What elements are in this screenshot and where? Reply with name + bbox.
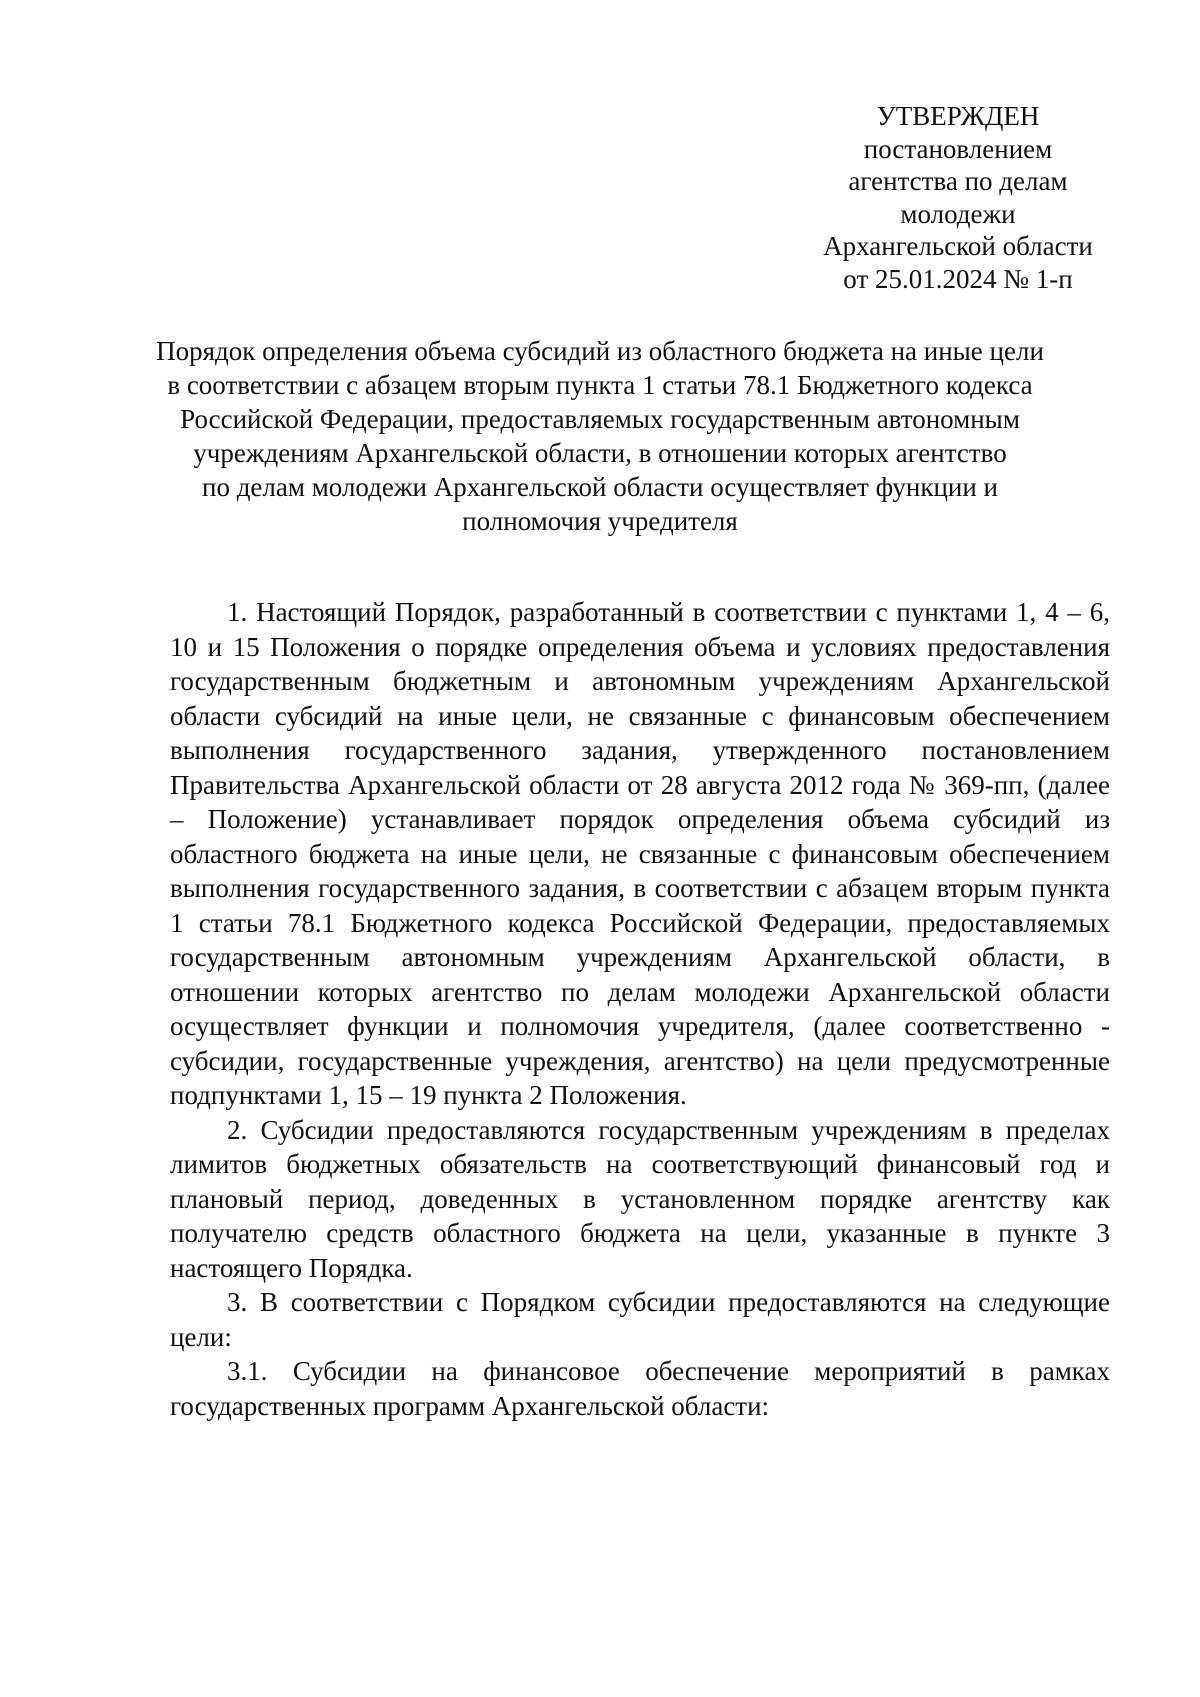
title-line: по делам молодежи Архангельской области осуществляет функции и <box>202 472 998 502</box>
paragraph-1: 1. Настоящий Порядок, разработанный в соответствии с пунктами 1, 4 – 6, 10 и 15 Положения о порядке определения объема и условиях предоставления государственным бюджетным и автономным учреждениям Архангельской области субсидий на иные цели, не связанные с финансовым обеспечением выполнения государственного задания, утвержденного постановлением Правительства Архангельской области от 28 августа 2012 года № 369-пп, (далее – Положение) устанавливает порядок определения объема субсидий из областного бюджета на иные цели, не связанные с финансовым обеспечением выполнения государственного задания, в соответствии с абзацем вторым пункта 1 статьи 78.1 Бюджетного кодекса Российской Федерации, предоставляемых государственным автономным учреждениям Архангельской области, в отношении которых агентство по делам молодежи Архангельской области осуществляет функции и полномочия учредителя, (далее соответственно - субсидии, государственные учреждения, агентство) на цели предусмотренные подпунктами 1, 15 – 19 пункта 2 Положения. <box>170 597 1110 1110</box>
paragraph-3-1: 3.1. Субсидии на финансовое обеспечение мероприятий в рамках государственных программ Архангельской области: <box>170 1356 1110 1421</box>
approval-date-number: от 25.01.2024 № 1-п <box>843 263 1073 294</box>
title-line: в соответствии с абзацем вторым пункта 1 статьи 78.1 Бюджетного кодекса <box>167 370 1033 400</box>
title-line: Российской Федерации, предоставляемых государственным автономным <box>180 404 1020 434</box>
approval-line: агентства по делам <box>848 166 1068 196</box>
title-line: учреждениям Архангельской области, в отношении которых агентство <box>193 438 1007 468</box>
approval-line: молодежи <box>900 198 1016 229</box>
paragraph-2: 2. Субсидии предоставляются государственным учреждениям в пределах лимитов бюджетных обязательств на соответствующий финансовый год и плановый период, доведенных в установленном порядке агентству как получателю средств областного бюджета на цели, указанные в пункте 3 настоящего Порядка. <box>170 1114 1110 1283</box>
document-body <box>170 595 1110 1423</box>
document-title <box>130 334 1070 538</box>
approval-stamp <box>808 100 1108 295</box>
approval-line: Архангельской области <box>823 231 1093 261</box>
approval-heading: УТВЕРЖДЕН <box>876 101 1040 131</box>
approval-line: постановлением <box>863 133 1053 164</box>
title-line: полномочия учредителя <box>462 506 738 536</box>
title-line: Порядок определения объема субсидий из областного бюджета на иные цели <box>156 336 1044 366</box>
paragraph-3: 3. В соответствии с Порядком субсидии предоставляются на следующие цели: <box>170 1287 1110 1352</box>
